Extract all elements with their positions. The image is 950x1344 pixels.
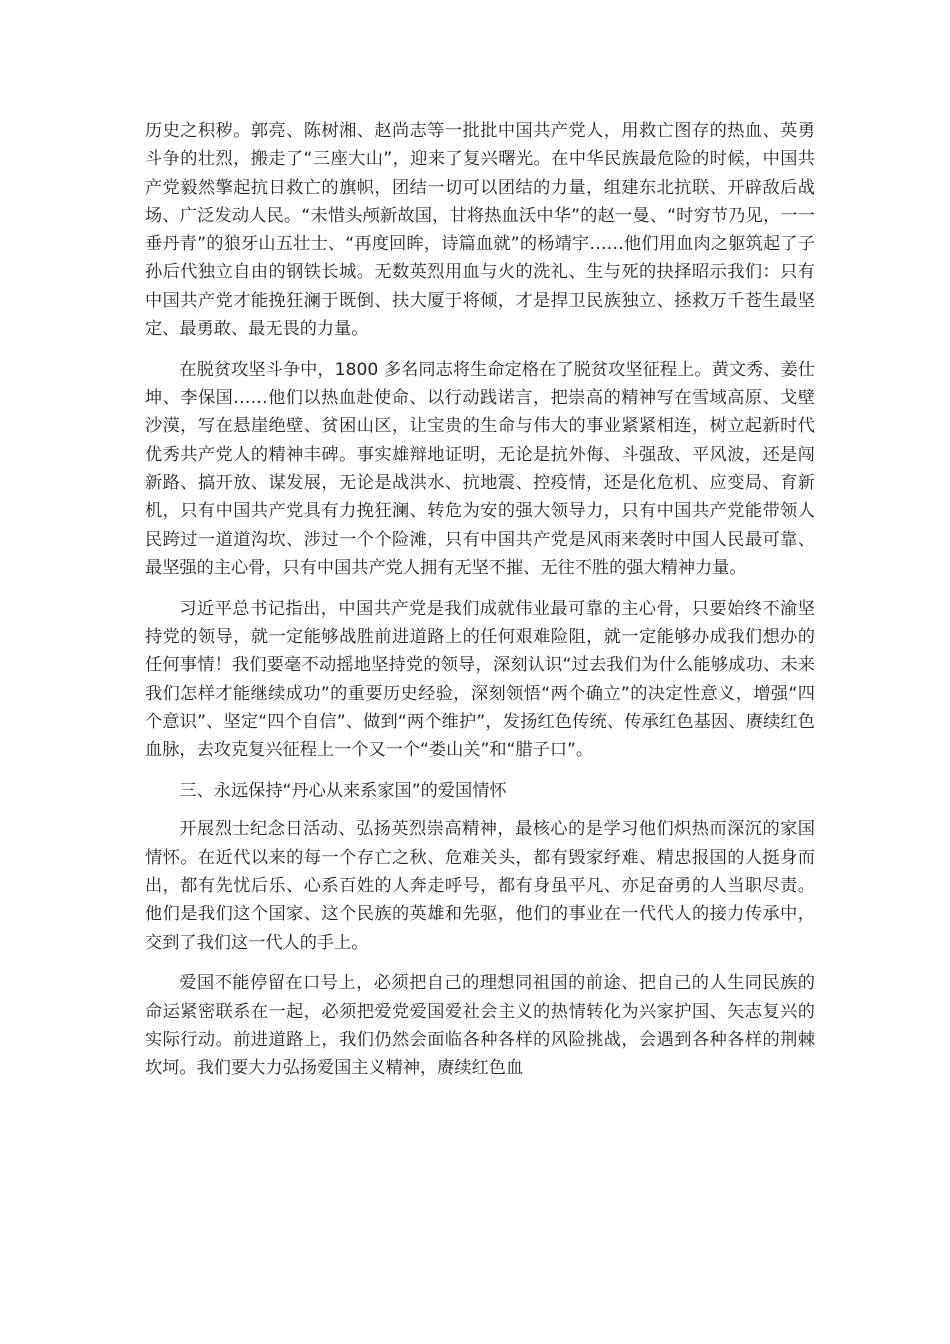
document-body	[145, 117, 815, 1095]
paragraph-poverty-alleviation: 在脱贫攻坚斗争中，1800 多名同志将生命定格在了脱贫攻坚征程上。黄文秀、姜仕坤、李保国……他们以热血赴使命、以行动践诺言，把崇高的精神写在雪域高原、戈壁沙漠，写在悬崖绝壁、贫困山区，让宝贵的生命与伟大的事业紧紧相连，树立起新时代优秀共产党人的精神丰碑。事实雄辩地证明，无论是抗外侮、斗强敌、平风波，还是闯新路、搞开放、谋发展，无论是战洪水、抗地震、控疫情，还是化危机、应变局、育新机，只有中国共产党具有力挽狂澜、转危为安的强大领导力，只有中国共产党能带领人民跨过一道道沟坎、涉过一个个险滩，只有中国共产党是风雨来袭时中国人民最可靠、最坚强的主心骨，只有中国共产党人拥有无坚不摧、无往不胜的强大精神力量。	[145, 359, 815, 578]
paragraph-patriotism-action: 爱国不能停留在口号上，必须把自己的理想同祖国的前途、把自己的人生同民族的命运紧密联系在一起，必须把爱党爱国爱社会主义的热情转化为兴家护国、矢志复兴的实际行动。前进道路上，我们仍然会面临各种各样的风险挑战，会遇到各种各样的荆棘坎坷。我们要大力弘扬爱国主义精神，赓续红色血	[145, 973, 815, 1079]
paragraph-continuation: 历史之积秽。郭亮、陈树湘、赵尚志等一批批中国共产党人，用救亡图存的热血、英勇斗争的壮烈，搬走了“三座大山”，迎来了复兴曙光。在中华民族最危险的时候，中国共产党毅然擎起抗日救亡的旗帜，团结一切可以团结的力量，组建东北抗联、开辟敌后战场、广泛发动人民。“未惜头颅新故国，甘将热血沃中华”的赵一曼、“时穷节乃见，一一垂丹青”的狼牙山五壮士、“再度回眸，诗篇血就”的杨靖宇……他们用血肉之躯筑起了子孙后代独立自由的钢铁长城。无数英烈用血与火的洗礼、生与死的抉择昭示我们：只有中国共产党才能挽狂澜于既倒、扶大厦于将倾，才是捍卫民族独立、拯救万千苍生最坚定、最勇敢、最无畏的力量。	[145, 121, 815, 340]
paragraph-family-country: 开展烈士纪念日活动、弘扬英烈崇高精神，最核心的是学习他们炽热而深沉的家国情怀。在近代以来的每一个存亡之秋、危难关头，都有毁家纾难、精忠报国的人挺身而出，都有先忧后乐、心系百姓的人奔走呼号，都有身虽平凡、亦足奋勇的人当职尽责。他们是我们这个国家、这个民族的英雄和先驱，他们的事业在一代代人的接力传承中，交到了我们这一代人的手上。	[145, 819, 815, 953]
paragraph-party-leadership: 习近平总书记指出，中国共产党是我们成就伟业最可靠的主心骨，只要始终不渝坚持党的领导，就一定能够战胜前进道路上的任何艰难险阻，就一定能够办成我们想办的任何事情！我们要毫不动摇地坚持党的领导，深刻认识“过去我们为什么能够成功、未来我们怎样才能继续成功”的重要历史经验，深刻领悟“两个确立”的决定性意义，增强“四个意识”、坚定“四个自信”、做到“两个维护”，发扬红色传统、传承红色基因、赓续红色血脉，去攻克复兴征程上一个又一个“娄山关”和“腊子口”。	[145, 598, 815, 761]
section-heading-patriotism: 三、永远保持“丹心从来系家国”的爱国情怀	[179, 781, 507, 802]
